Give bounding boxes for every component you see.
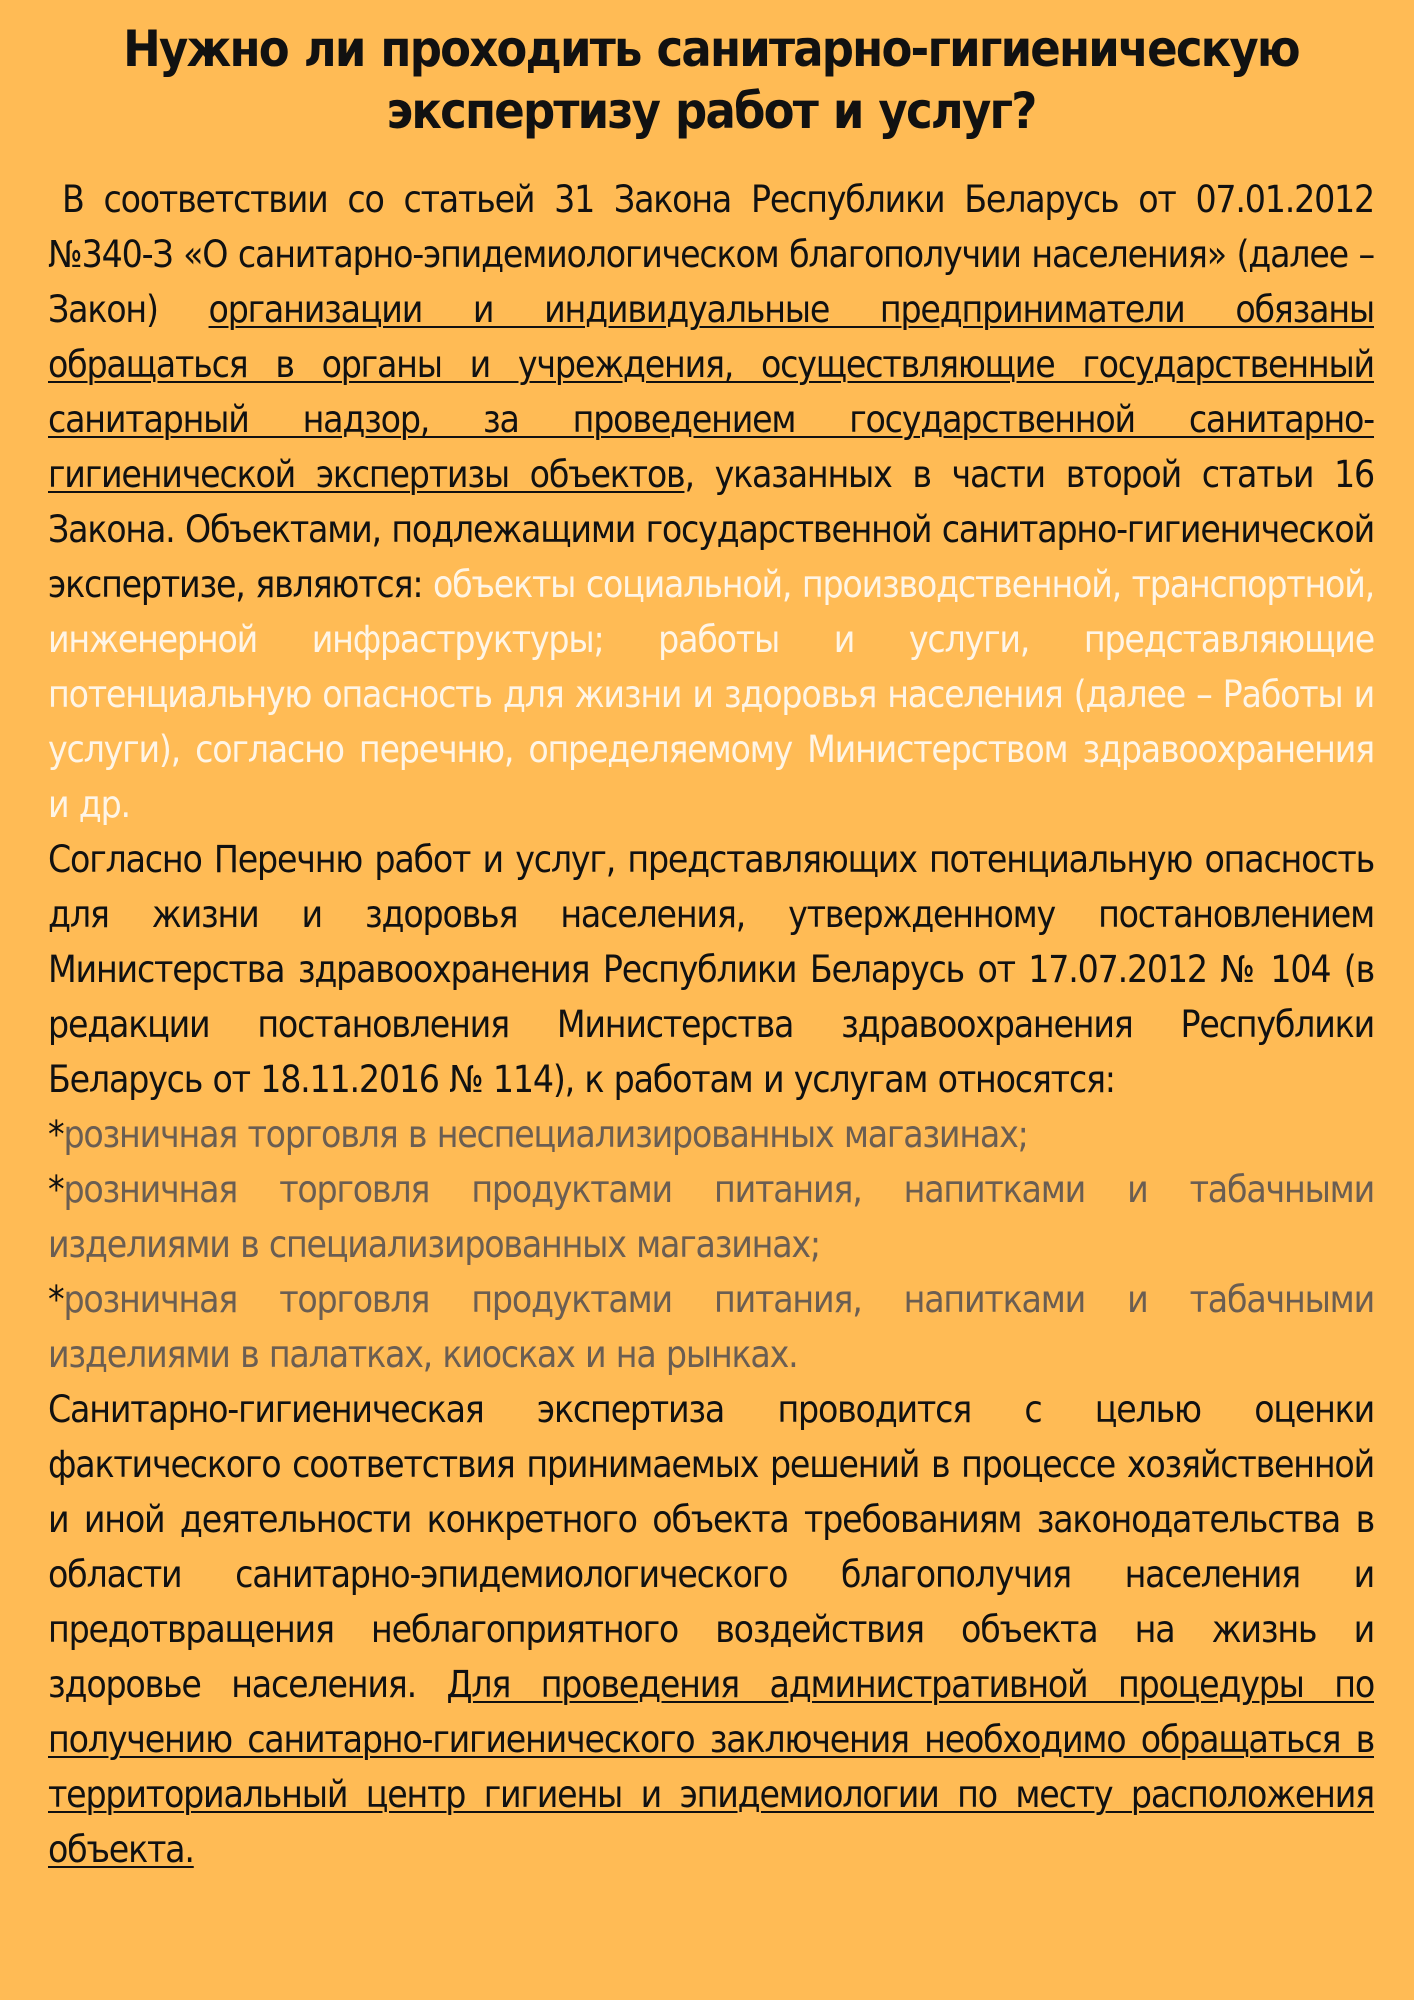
works-list: [48, 1107, 1374, 1382]
document-body: [48, 172, 1374, 1877]
paragraph-law-objects-highlight: объекты социальной, производственной, транспортной, инженерной инфраструктуры; работы и услуги, представляющие потенциальную опасность для жизни и здоровья населения (далее – Работы и услуги), согласно перечню, определяемому Министерством здравоохранения и др.: [48, 563, 1374, 826]
list-item: [48, 1107, 1374, 1162]
paragraph-expertise-main: Санитарно-гигиеническая экспертиза проводится с целью оценки фактического соответствия принимаемых решений в процессе хозяйственной и иной деятельности конкретного объекта требованиям законодательства в области санитарно-эпидемиологического благополучия населения и предотвращения неблагоприятного воздействия объекта на жизнь и здоровье населения.: [48, 1388, 1374, 1706]
page-title: [48, 18, 1374, 142]
paragraph-law-middle: , указанных в части второй статьи 16 Закона. Объектами, подлежащими государственной санитарно-гигиенической экспертизе, являются:: [48, 453, 1374, 606]
paragraph-law-obligation: организации и индивидуальные предприниматели обязаны обращаться в органы и учреждения, осуществляющие государственный санитарный надзор, за проведением государственной санитарно-гигиенической экспертизы объектов: [48, 288, 1374, 496]
page-title-line-1: Нужно ли проходить санитарно-гигиеническую: [123, 20, 1299, 78]
list-item: [48, 1162, 1374, 1272]
list-item-text: розничная торговля в неспециализированных магазинах;: [63, 1113, 1028, 1156]
list-bullet-star: *: [48, 1278, 64, 1321]
paragraph-expertise-purpose: [48, 1382, 1374, 1877]
list-item-text: розничная торговля продуктами питания, напитками и табачными изделиями в палатках, киосках и на рынках.: [48, 1278, 1374, 1376]
list-bullet-star: *: [48, 1113, 64, 1156]
list-item: [48, 1272, 1374, 1382]
paragraph-law-reference: [48, 172, 1374, 832]
paragraph-works-list-intro: Согласно Перечню работ и услуг, представляющих потенциальную опасность для жизни и здоровья населения, утвержденному постановлением Министерства здравоохранения Республики Беларусь от 17.07.2012 № 104 (в редакции постановления Министерства здравоохранения Республики Беларусь от 18.11.2016 № 114), к работам и услугам относятся:: [48, 838, 1374, 1101]
list-bullet-star: *: [48, 1168, 64, 1211]
page-title-line-2: экспертизу работ и услуг?: [386, 82, 1036, 140]
list-item-text: розничная торговля продуктами питания, напитками и табачными изделиями в специализированных магазинах;: [48, 1168, 1374, 1266]
paragraph-expertise-instruction: Для проведения административной процедуры по получению санитарно-гигиенического заключения необходимо обращаться в территориальный центр гигиены и эпидемиологии по месту расположения объекта.: [48, 1663, 1374, 1871]
paragraph-law-intro: В соответствии со статьей 31 Закона Республики Беларусь от 07.01.2012 №340-З «О санитарно-эпидемиологическом благополучии населения» (далее – Закон): [48, 178, 1374, 331]
